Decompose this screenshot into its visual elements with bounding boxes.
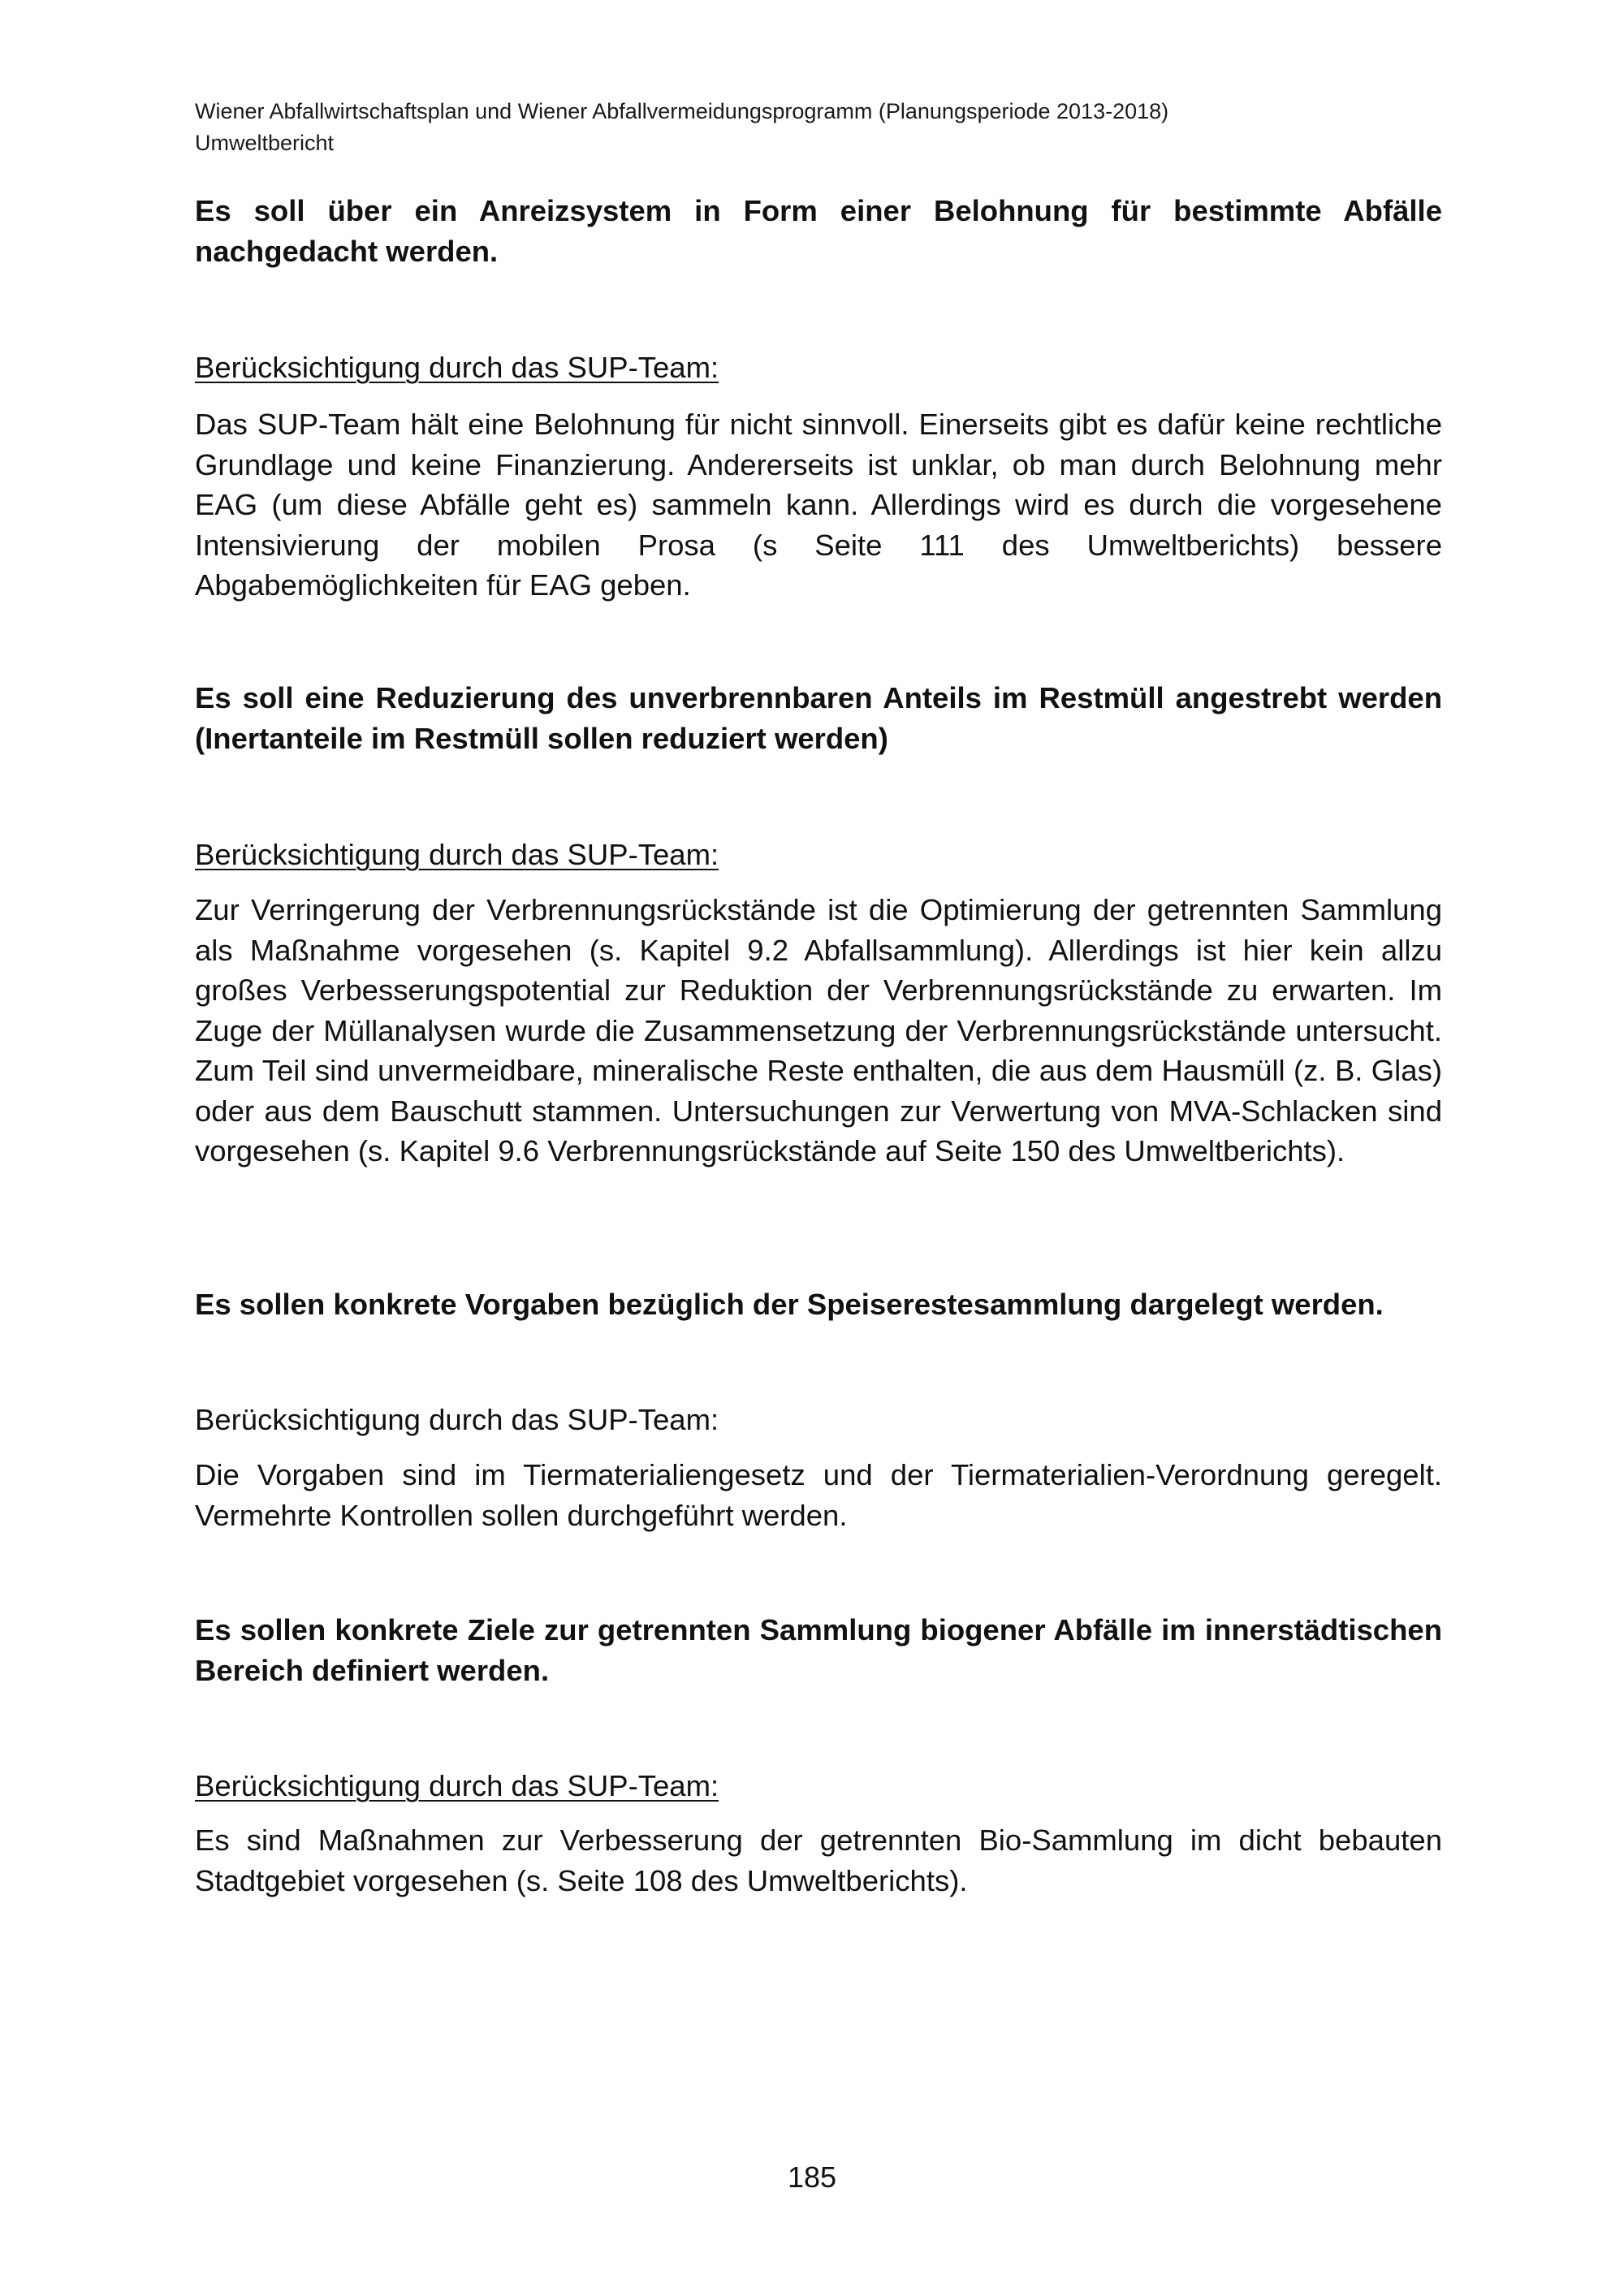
header-subtitle: Umweltbericht — [195, 131, 335, 155]
section-3-subheading: Berücksichtigung durch das SUP-Team: — [195, 1403, 719, 1436]
section-4-heading: Es sollen konkrete Ziele zur getrennten Sammlung biogener Abfälle im innerstädtischen Bereich definiert werden. — [195, 1613, 1442, 1687]
section-4-subheading: Berücksichtigung durch das SUP-Team: — [195, 1769, 719, 1802]
section-2-subheading: Berücksichtigung durch das SUP-Team: — [195, 838, 719, 871]
page-number: 185 — [787, 2160, 837, 2194]
section-3-body: Die Vorgaben sind im Tiermaterialiengesetz und der Tiermaterialien-Verordnung geregelt. Vermehrte Kontrollen sollen durchgeführt werden. — [195, 1458, 1442, 1532]
running-header — [195, 96, 1445, 159]
section-1-heading: Es soll über ein Anreizsystem in Form einer Belohnung für bestimmte Abfälle nachgedacht werden. — [195, 194, 1442, 268]
section-4-body: Es sind Maßnahmen zur Verbesserung der getrennten Bio-Sammlung im dicht bebauten Stadtgebiet vorgesehen (s. Seite 108 des Umweltberichts). — [195, 1823, 1442, 1897]
header-title: Wiener Abfallwirtschaftsplan und Wiener Abfallvermeidungsprogramm (Planungsperiode 2013-2018) — [195, 99, 1169, 123]
section-2-body: Zur Verringerung der Verbrennungsrückstände ist die Optimierung der getrennten Sammlung als Maßnahme vorgesehen (s. Kapitel 9.2 Abfallsammlung). Allerdings ist hier kein allzu großes Verbesserungspotential zur Reduktion der Verbrennungsrückstände zu erwarten. Im Zuge der Müllanalysen wurde die Zusammensetzung der Verbrennungsrückstände untersucht. Zum Teil sind unvermeidbare, mineralische Reste enthalten, die aus dem Hausmüll (z. B. Glas) oder aus dem Bauschutt stammen. Untersuchungen zur Verwertung von MVA-Schlacken sind vorgesehen (s. Kapitel 9.6 Verbrennungsrückstände auf Seite 150 des Umweltberichts). — [195, 893, 1442, 1167]
section-2-heading: Es soll eine Reduzierung des unverbrennbaren Anteils im Restmüll angestrebt werden (Inertanteile im Restmüll sollen reduziert werden) — [195, 681, 1442, 755]
section-3-heading: Es sollen konkrete Vorgaben bezüglich der Speiserestesammlung dargelegt werden. — [195, 1288, 1384, 1321]
section-1-subheading: Berücksichtigung durch das SUP-Team: — [195, 351, 719, 384]
section-1-body: Das SUP-Team hält eine Belohnung für nicht sinnvoll. Einerseits gibt es dafür keine rechtliche Grundlage und keine Finanzierung. Andererseits ist unklar, ob man durch Belohnung mehr EAG (um diese Abfälle geht es) sammeln kann. Allerdings wird es durch die vorgesehene Intensivierung der mobilen Prosa (s Seite 111 des Umweltberichts) bessere Abgabemöglichkeiten für EAG geben. — [195, 408, 1442, 602]
